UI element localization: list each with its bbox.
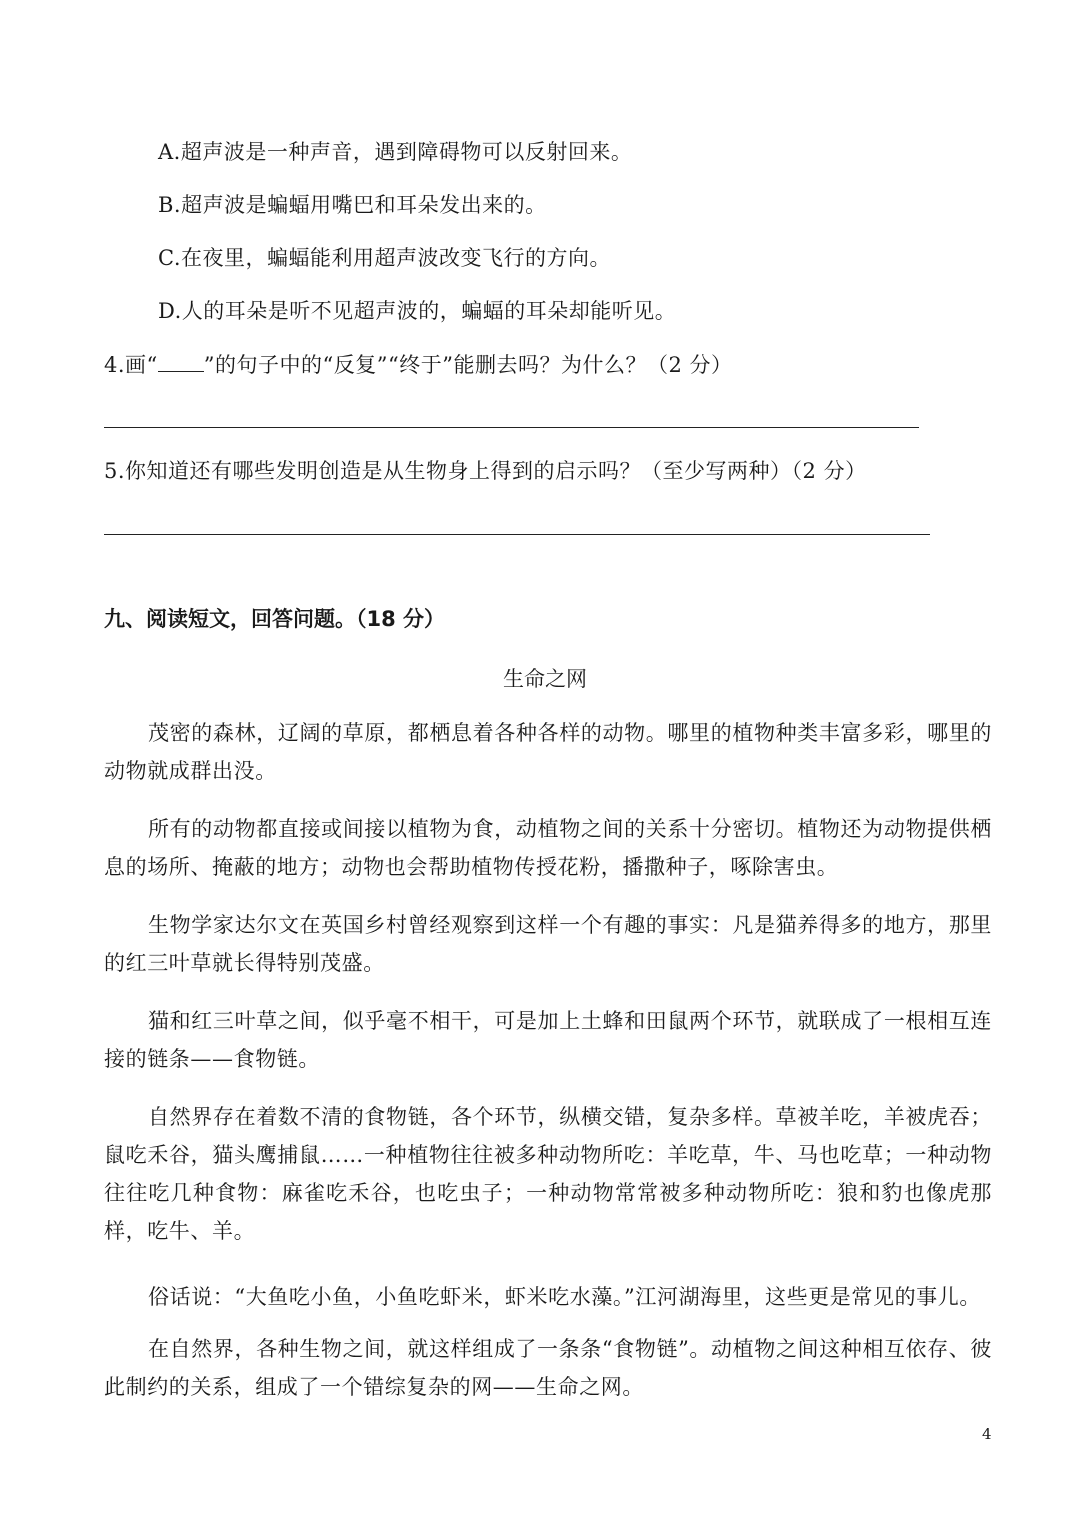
question-4-prefix: 4.画“ — [104, 353, 158, 377]
passage-paragraph-6: 俗话说：“大鱼吃小鱼，小鱼吃虾米，虾米吃水藻。”江河湖海里，这些更是常见的事儿。 — [148, 1285, 981, 1309]
option-a: A.超声波是一种声音，遇到障碍物可以反射回来。 — [158, 140, 633, 164]
section-9-heading: 九、阅读短文，回答问题。（18 分） — [104, 607, 446, 631]
option-c: C.在夜里，蝙蝠能利用超声波改变飞行的方向。 — [158, 246, 611, 270]
passage-paragraph-7: 在自然界，各种生物之间，就这样组成了一条条“食物链”。动植物之间这种相互依存、彼此制约的关系，组成了一个错综复杂的网——生命之网。 — [104, 1337, 992, 1399]
option-d: D.人的耳朵是听不见超声波的，蝙蝠的耳朵却能听见。 — [158, 299, 677, 323]
passage-paragraph-3: 生物学家达尔文在英国乡村曾经观察到这样一个有趣的事实：凡是猫养得多的地方，那里的红三叶草就长得特别茂盛。 — [104, 913, 992, 975]
question-4 — [104, 350, 733, 380]
passage-paragraph-5: 自然界存在着数不清的食物链，各个环节，纵横交错，复杂多样。草被羊吃，羊被虎吞；鼠吃禾谷，猫头鹰捕鼠……一种植物往往被多种动物所吃：羊吃草，牛、马也吃草；一种动物往往吃几种食物：麻雀吃禾谷，也吃虫子；一种动物常常被多种动物所吃：狼和豹也像虎那样，吃牛、羊。 — [104, 1105, 992, 1243]
page-number: 4 — [982, 1425, 992, 1443]
question-4-blank — [158, 353, 204, 372]
option-b: B.超声波是蝙蝠用嘴巴和耳朵发出来的。 — [158, 193, 547, 217]
passage-paragraph-1: 茂密的森林，辽阔的草原，都栖息着各种各样的动物。哪里的植物种类丰富多彩，哪里的动物就成群出没。 — [104, 721, 992, 783]
question-4-suffix: ”的句子中的“反复”“终于”能删去吗？为什么？（2 分） — [203, 353, 733, 377]
answer-line-4[interactable] — [104, 427, 919, 428]
passage-title: 生命之网 — [503, 667, 587, 691]
answer-line-5[interactable] — [104, 534, 930, 535]
passage-paragraph-2: 所有的动物都直接或间接以植物为食，动植物之间的关系十分密切。植物还为动物提供栖息的场所、掩蔽的地方；动物也会帮助植物传授花粉，播撒种子，啄除害虫。 — [104, 817, 992, 879]
passage-paragraph-4: 猫和红三叶草之间，似乎毫不相干，可是加上土蜂和田鼠两个环节，就联成了一根相互连接的链条——食物链。 — [104, 1009, 992, 1071]
question-5: 5.你知道还有哪些发明创造是从生物身上得到的启示吗？（至少写两种）（2 分） — [104, 459, 867, 483]
